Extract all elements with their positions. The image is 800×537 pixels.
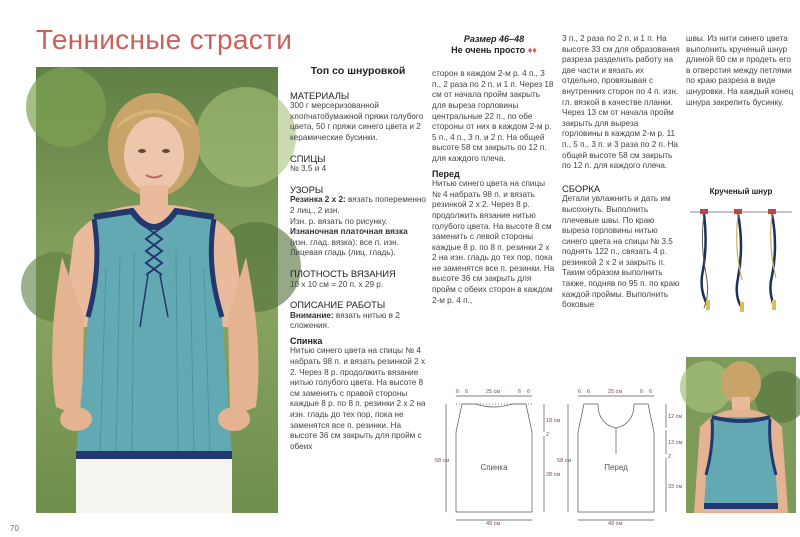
front-dim-sh-l2: 6 <box>587 389 591 395</box>
front-schematic <box>554 384 686 526</box>
back-dim-h3: 28 см <box>546 472 561 478</box>
cord-caption: Крученый шнур <box>709 187 773 196</box>
difficulty-label: Не очень просто <box>451 44 526 55</box>
front-schematic-label: Перед <box>604 463 628 472</box>
front-dim-sh-l: 6 <box>578 389 582 395</box>
stock-label: Изнаночная платочная вязка <box>290 227 408 237</box>
back-dim-sh-l: 6 <box>456 389 460 395</box>
needles-heading: СПИЦЫ <box>290 152 326 164</box>
column-1 <box>290 66 426 452</box>
back-schematic <box>432 384 561 527</box>
front-dim-sh-r2: 6 <box>649 389 653 395</box>
stock-description: (изн. глад. вязка): все п. изн. Лицевая гладь (лиц. гладь). <box>290 237 399 258</box>
column-3 <box>562 34 680 311</box>
main-photo <box>36 67 278 513</box>
front-dim-neck: 25 см <box>608 389 623 395</box>
front-dim-h4: 33 см <box>668 484 683 490</box>
back-instructions: Нитью синего цвета на спицы № 4 набрать 98 п. и вязать резинкой 2 х 2. Через 8 р. продолжить вязание нитью голубого цвета. На высоте 8 см заменить с правой стороны каждые 8 р. по 8 п. резинки 2 х 2 на изн. гладь до тех пор, пока не заменятся все п. резинки. На высоте 36 см закрыть для пройм с обеих <box>290 346 426 451</box>
difficulty-row <box>432 45 556 56</box>
column-4 <box>686 34 796 108</box>
rib-label: Резинка 2 х 2: <box>290 195 346 205</box>
back-instructions-cont: сторон в каждом 2-м р. 4 п., 3 п., 2 раза по 2 п. и 1 п. Через 18 см от начала пройм закрыть для выреза горловины центральные 22 п., по обе стороны от них в каждом 2-м р. 5 п., 4 п., 3 п. и 2 п. На общей высоте 58 см закрыть по 12 п. для каждого плеча. <box>432 69 554 163</box>
back-schematic-label: Спинка <box>480 463 508 472</box>
front-instructions: Нитью синего цвета на спицы № 4 набрать 98 п. и вязать резинкой 2 х 2. Через 8 р. продолжить вязание нитью голубого цвета. На высоте 8 см заменить с левой стороны каждые 8 р. по 8 п. резинки 2 х 2 на изн. гладь до тех пор, пока не заменятся все п. резинки. На высоте 36 см закрыть для пройм с обеих сторон в каждом 2-м р. 4 п., <box>432 179 555 305</box>
rib-note: Изн. р. вязать по рисунку. <box>290 216 388 226</box>
front-dim-h5: 58 см <box>557 458 572 464</box>
size-label: Размер 46–48 <box>463 34 525 44</box>
back-dim-sh-r2: 6 <box>527 389 531 395</box>
note-description: вязать нитью в 2 сложения. <box>290 310 400 331</box>
note-label: Внимание: <box>290 310 334 320</box>
twisted-cord-illustration <box>686 183 796 319</box>
back-dim-bottom: 49 см <box>486 521 501 527</box>
gauge-heading: ПЛОТНОСТЬ ВЯЗАНИЯ <box>290 267 396 279</box>
patterns-heading: УЗОРЫ <box>290 183 324 195</box>
front-heading: Перед <box>432 168 460 179</box>
page-title: Теннисные страсти <box>36 24 293 55</box>
front-dim-sh-r: 6 <box>640 389 644 395</box>
back-dim-neck: 25 см <box>486 389 501 395</box>
back-heading: Спинка <box>290 335 323 346</box>
rib-description: вязать попеременно 2 лиц., 2 изн. <box>290 195 426 215</box>
front-dim-h3: 2 <box>668 454 672 460</box>
assembly-text: Детали увлажнить и дать им высохнуть. Выполнить плечевые швы. По краю выреза горловины нитью синего цвета на спицы № 3,5 поднять 122 п., связать 4 р. резинкой 2 х 2 и закрыть п. Таким образом выполнить также, подняв по 95 п. по краю каждой проймы. Выполнить боковые <box>562 194 680 310</box>
assembly-heading: СБОРКА <box>562 182 601 194</box>
back-view-illustration <box>686 357 796 513</box>
back-dim-sh-l2: 6 <box>465 389 469 395</box>
back-dim-h1: 18 см <box>546 418 561 424</box>
model-photo-illustration <box>36 67 278 513</box>
materials-heading: МАТЕРИАЛЫ <box>290 89 350 101</box>
back-dim-h2: 2 <box>546 432 550 438</box>
front-dim-h2: 13 см <box>668 440 683 446</box>
column-2 <box>432 34 556 306</box>
rib-pattern-text <box>290 195 426 216</box>
note-text <box>290 311 426 332</box>
page-number: 70 <box>10 524 19 533</box>
difficulty-stars: ♦♦ <box>527 44 537 55</box>
needles-text: № 3,5 и 4 <box>290 164 327 174</box>
front-dim-bottom: 49 см <box>608 521 623 527</box>
back-dim-h4: 58 см <box>435 458 450 464</box>
project-heading: Топ со шнуровкой <box>310 65 406 77</box>
assembly-text-cont: швы. Из нити синего цвета выполнить крученый шнур длиной 60 см и продеть его в отверстия между петлями по краю разреза в виде шнуровки. На каждый конец шнура закрепить бусинку. <box>686 34 794 107</box>
front-dim-h1: 12 см <box>668 414 683 420</box>
back-view-photo <box>686 357 796 513</box>
stock-pattern-text <box>290 227 426 259</box>
cord-drawing <box>686 196 796 314</box>
gauge-text: 10 х 10 см = 20 п. х 29 р. <box>290 279 384 289</box>
back-dim-sh-r: 6 <box>518 389 522 395</box>
description-heading: ОПИСАНИЕ РАБОТЫ <box>290 299 386 311</box>
materials-text: 300 г мерсеризованной хлопчатобумажной пряжи голубого цвета, 50 г пряжи синего цвета и 2 керамические бусинки. <box>290 101 424 142</box>
front-instructions-cont: 3 п., 2 раза по 2 п. и 1 п. На высоте 33 см для образования разреза разделить работу на две части и вязать их отдельно, провязывая с внутренних сторон по 4 п. изн. гл. вязкой в качестве планки. Через 13 см от начала пройм закрыть для выреза горловины в каждом 2-м р. 11 п., 5 п., 3 п. и 3 раза по 2 п. На общей высоте 58 см закрыть по 12 п. для каждого плеча. <box>562 34 680 171</box>
